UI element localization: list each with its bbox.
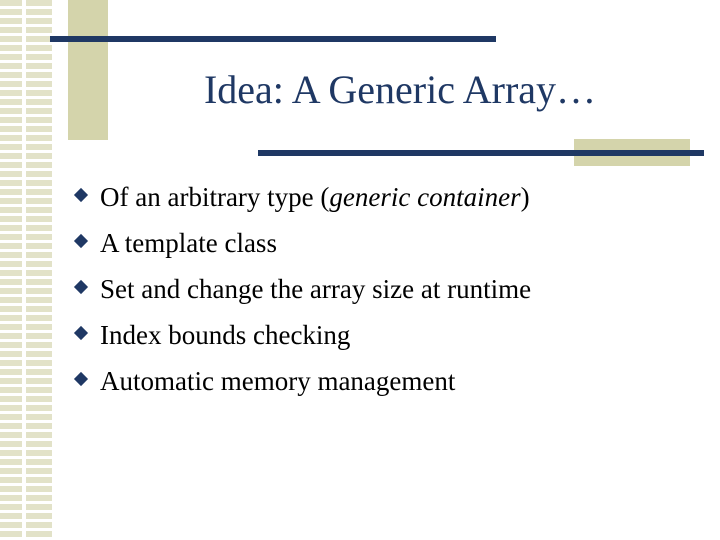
bullet-text: A template class [100, 228, 277, 258]
left-stripe-decoration [0, 0, 52, 540]
diamond-icon [74, 234, 88, 248]
accent-block-top [68, 0, 108, 140]
bullet-item [76, 366, 531, 412]
title-rule-bottom [258, 150, 704, 156]
title-rule-top [50, 36, 496, 42]
bullet-list [76, 182, 531, 412]
bullet-text-segment-italic: generic container [329, 182, 521, 212]
bullet-text: Set and change the array size at runtime [100, 274, 532, 304]
diamond-icon [74, 326, 88, 340]
bullet-text: Index bounds checking [100, 320, 351, 350]
bullet-item [76, 274, 531, 320]
bullet-text [100, 182, 530, 213]
bullet-text-segment: Of an arbitrary type ( [100, 182, 330, 212]
bullet-text-segment: ) [520, 182, 530, 212]
bullet-item [76, 320, 531, 366]
diamond-icon [74, 372, 88, 386]
bullet-item [76, 228, 531, 274]
bullet-text: Automatic memory management [100, 366, 456, 396]
diamond-icon [74, 280, 88, 294]
slide-title: Idea: A Generic Array… [203, 67, 597, 112]
diamond-icon [74, 188, 88, 202]
bullet-item [76, 182, 531, 228]
